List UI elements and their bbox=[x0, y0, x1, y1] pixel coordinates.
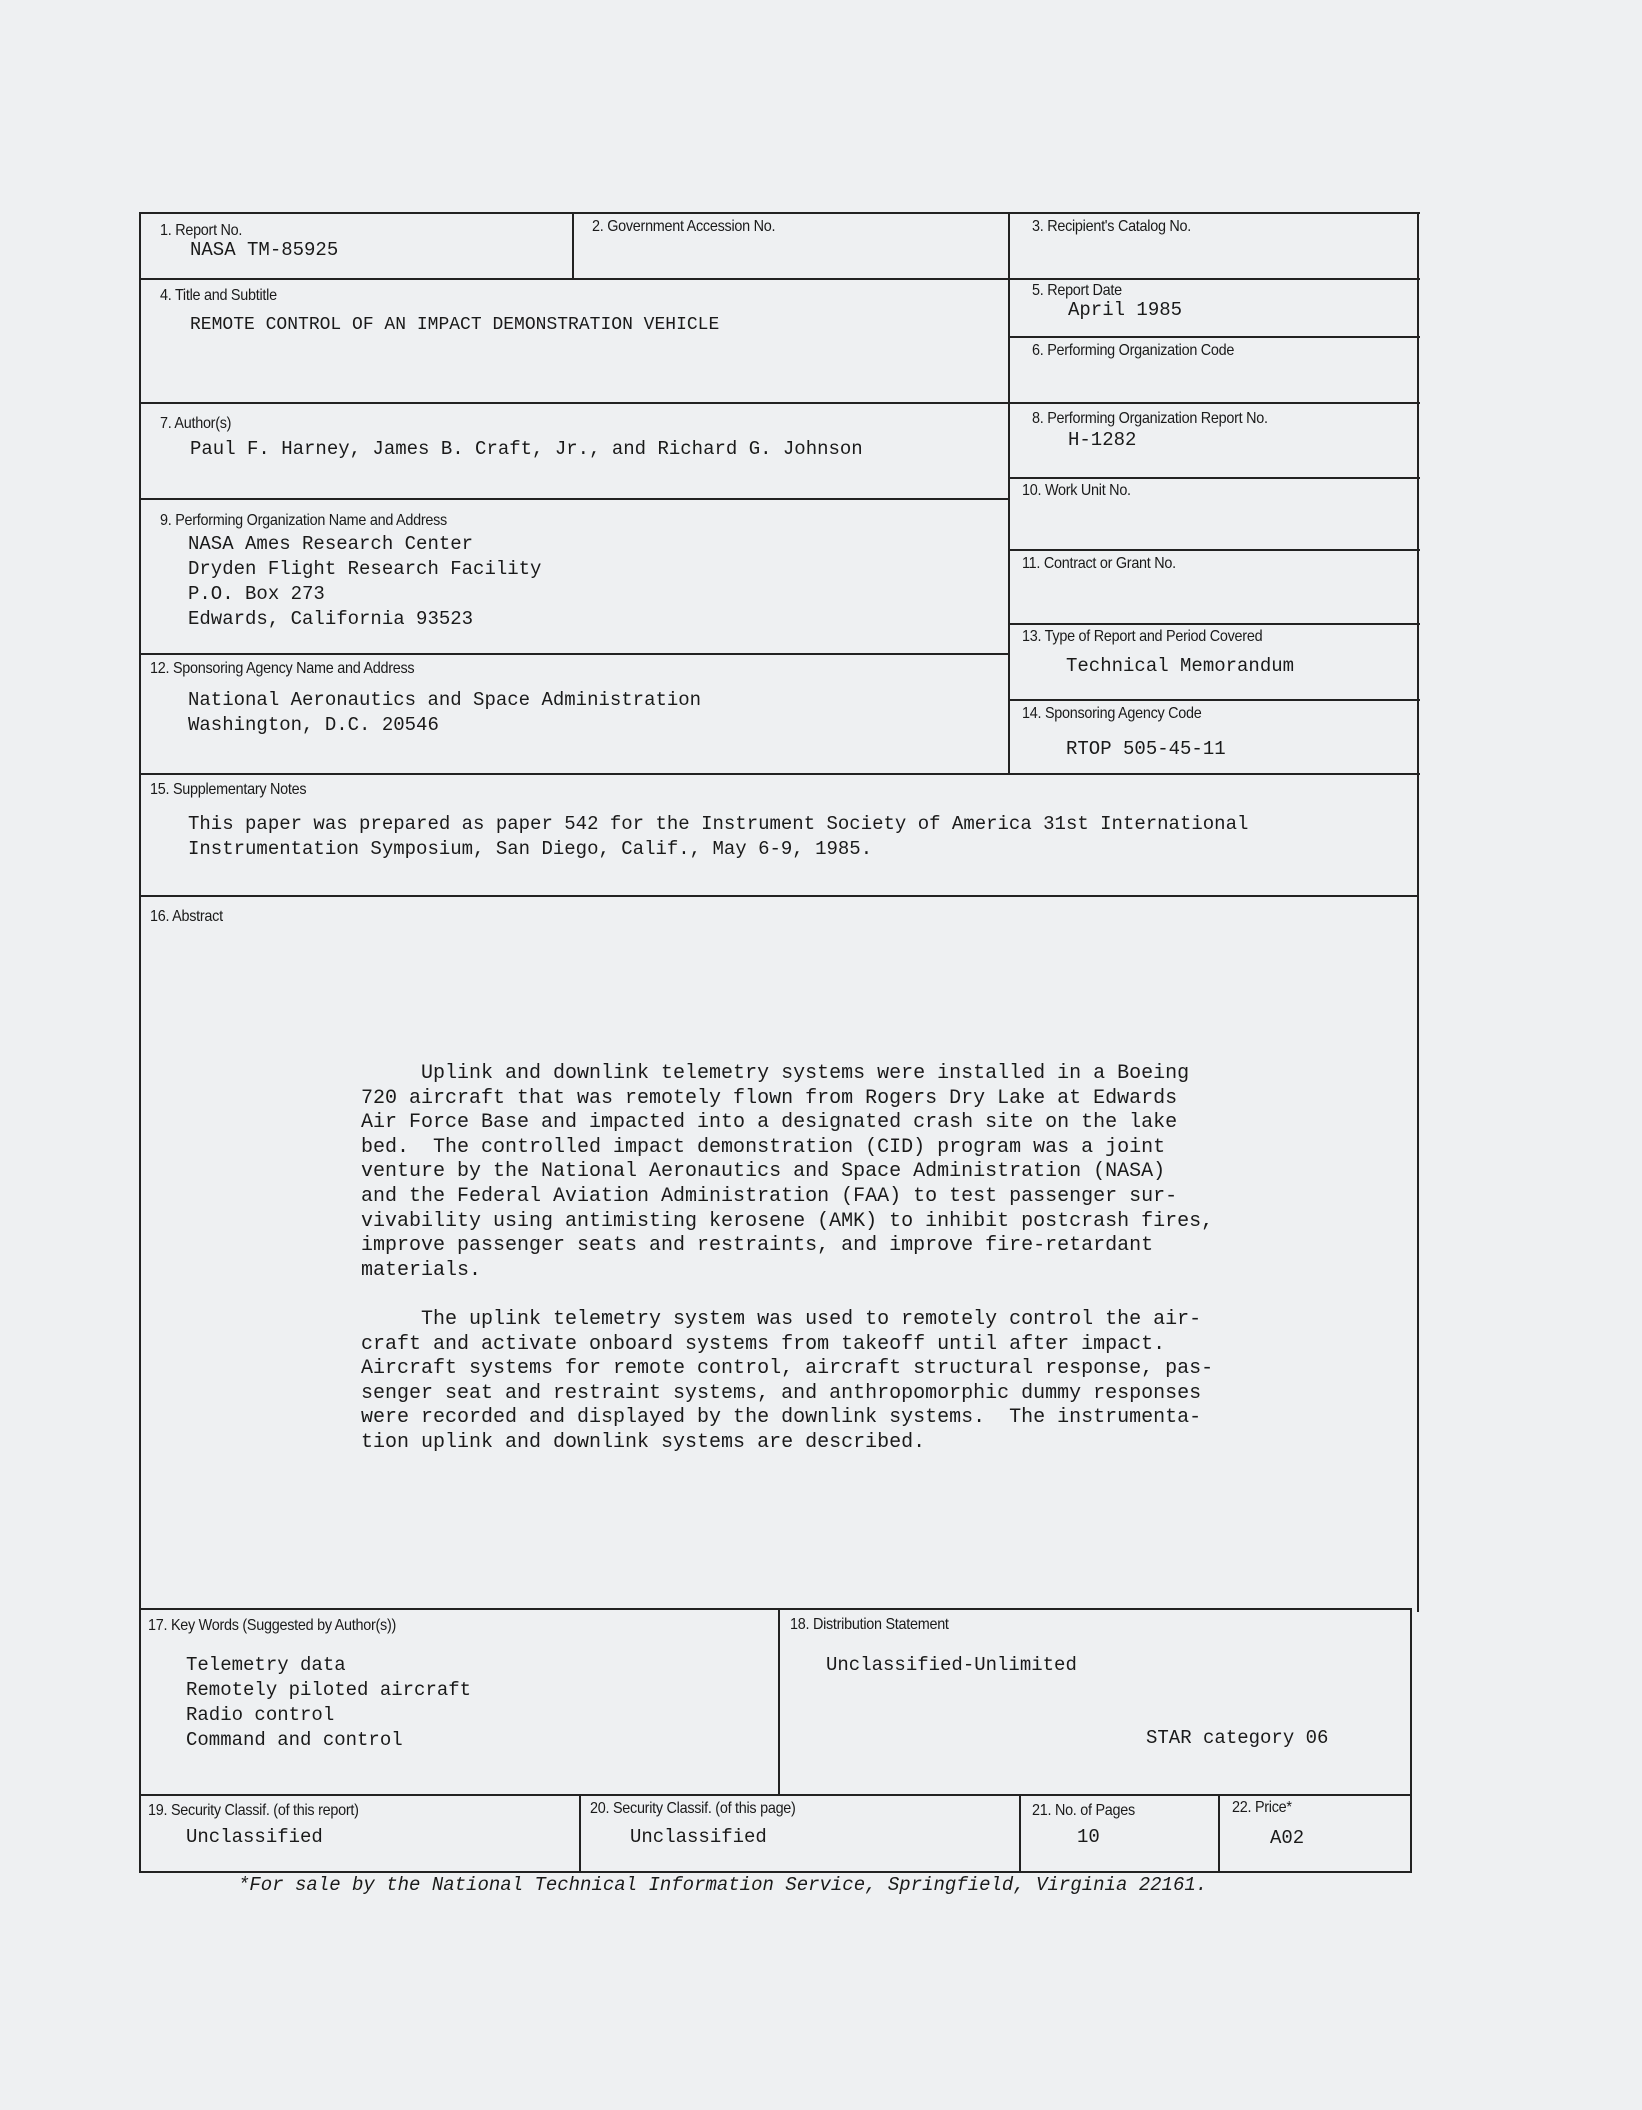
rule bbox=[140, 278, 1420, 280]
note-line: Instrumentation Symposium, San Diego, Calif., May 6-9, 1985. bbox=[188, 838, 873, 860]
agency-code-value: RTOP 505-45-11 bbox=[1066, 738, 1226, 760]
rule bbox=[139, 212, 141, 1873]
keyword: Command and control bbox=[186, 1729, 403, 1751]
rule bbox=[1417, 212, 1419, 1612]
accession-no-label: 2. Government Accession No. bbox=[592, 218, 776, 235]
price-label: 22. Price* bbox=[1232, 1799, 1292, 1816]
address-line: Washington, D.C. 20546 bbox=[188, 714, 439, 736]
address-line: P.O. Box 273 bbox=[188, 583, 325, 605]
rule bbox=[1410, 1608, 1412, 1873]
keywords-list bbox=[186, 1653, 471, 1753]
report-date-label: 5. Report Date bbox=[1032, 282, 1122, 299]
security-report-value: Unclassified bbox=[186, 1826, 323, 1848]
work-unit-label: 10. Work Unit No. bbox=[1022, 482, 1131, 499]
rule bbox=[140, 895, 1418, 897]
authors-label: 7. Author(s) bbox=[160, 415, 232, 432]
rule bbox=[572, 212, 574, 280]
report-date-value: April 1985 bbox=[1068, 299, 1183, 321]
distribution-label: 18. Distribution Statement bbox=[790, 1616, 949, 1633]
distribution-value: Unclassified-Unlimited bbox=[826, 1654, 1077, 1676]
address-line: Dryden Flight Research Facility bbox=[188, 558, 542, 580]
rule bbox=[1218, 1794, 1220, 1873]
pages-value: 10 bbox=[1077, 1826, 1100, 1848]
contract-no-label: 11. Contract or Grant No. bbox=[1022, 555, 1176, 572]
abstract-text: Uplink and downlink telemetry systems were installed in a Boeing 720 aircraft that was remotely flown from Rogers Dry Lake at Edwards Air Force Base and impacted into a designated crash site on the lake bed. The controlled impact demonstration (CID) program was a joint venture by the National Aeronautics and Space Administration (NASA) and the Federal Aviation Administration (FAA) to test passenger sur- vivability using antimisting kerosene (AMK) to inhibit postcrash fires, improve passenger seats and restraints, and improve fire-retardant materials. The uplink telemetry system was used to remotely control the air- craft and activate onboard systems from takeoff until after impact. Aircraft systems for remote control, aircraft structural response, pas- senger seat and restraint systems, and anthropomorphic dummy responses were recorded and displayed by the downlink systems. The instrumenta- tion uplink and downlink systems are described. bbox=[361, 1062, 1214, 1454]
authors-value: Paul F. Harney, James B. Craft, Jr., and Richard G. Johnson bbox=[190, 438, 863, 460]
org-name-label: 9. Performing Organization Name and Address bbox=[160, 512, 447, 529]
rule bbox=[1009, 336, 1420, 338]
keyword: Remotely piloted aircraft bbox=[186, 1679, 472, 1701]
address-line: Edwards, California 93523 bbox=[188, 608, 474, 630]
rule bbox=[1009, 549, 1420, 551]
keywords-label: 17. Key Words (Suggested by Author(s)) bbox=[148, 1617, 397, 1634]
security-page-label: 20. Security Classif. (of this page) bbox=[590, 1800, 796, 1817]
rule bbox=[140, 653, 1009, 655]
star-category: STAR category 06 bbox=[1146, 1727, 1329, 1749]
rule bbox=[1009, 623, 1420, 625]
rule bbox=[140, 773, 1420, 775]
rule bbox=[140, 498, 1009, 500]
supplementary-notes bbox=[188, 812, 1248, 862]
rule bbox=[140, 212, 1420, 214]
address-line: NASA Ames Research Center bbox=[188, 533, 474, 555]
address-line: National Aeronautics and Space Administration bbox=[188, 689, 702, 711]
org-address bbox=[188, 532, 541, 632]
rule bbox=[140, 402, 1420, 404]
rule bbox=[579, 1794, 581, 1873]
sponsor-label: 12. Sponsoring Agency Name and Address bbox=[150, 660, 415, 677]
agency-code-label: 14. Sponsoring Agency Code bbox=[1022, 705, 1202, 722]
supplementary-notes-label: 15. Supplementary Notes bbox=[150, 781, 307, 798]
footnote: *For sale by the National Technical Information Service, Springfield, Virginia 22161. bbox=[238, 1874, 1208, 1896]
rule bbox=[1009, 699, 1420, 701]
catalog-no-label: 3. Recipient's Catalog No. bbox=[1032, 218, 1192, 235]
keyword: Telemetry data bbox=[186, 1654, 346, 1676]
report-type-label: 13. Type of Report and Period Covered bbox=[1022, 628, 1263, 645]
report-no-label: 1. Report No. bbox=[160, 222, 243, 239]
rule bbox=[1008, 212, 1010, 775]
report-no-value: NASA TM-85925 bbox=[190, 239, 339, 261]
rule bbox=[778, 1608, 780, 1796]
report-type-value: Technical Memorandum bbox=[1066, 655, 1295, 677]
price-value: A02 bbox=[1270, 1827, 1305, 1849]
org-report-no-value: H-1282 bbox=[1068, 429, 1137, 451]
rule bbox=[140, 1608, 1412, 1610]
rule bbox=[140, 1794, 1412, 1796]
rule bbox=[1009, 477, 1420, 479]
keyword: Radio control bbox=[186, 1704, 335, 1726]
rule bbox=[1019, 1794, 1021, 1873]
sponsor-address bbox=[188, 688, 701, 738]
security-page-value: Unclassified bbox=[630, 1826, 767, 1848]
title-value: REMOTE CONTROL OF AN IMPACT DEMONSTRATION VEHICLE bbox=[190, 315, 720, 335]
title-label: 4. Title and Subtitle bbox=[160, 287, 277, 304]
note-line: This paper was prepared as paper 542 for the Instrument Society of America 31st International bbox=[188, 813, 1249, 835]
org-code-label: 6. Performing Organization Code bbox=[1032, 342, 1235, 359]
org-report-no-label: 8. Performing Organization Report No. bbox=[1032, 410, 1268, 427]
security-report-label: 19. Security Classif. (of this report) bbox=[148, 1802, 359, 1819]
pages-label: 21. No. of Pages bbox=[1032, 1802, 1135, 1819]
abstract-label: 16. Abstract bbox=[150, 908, 223, 925]
rule bbox=[140, 1871, 1412, 1873]
